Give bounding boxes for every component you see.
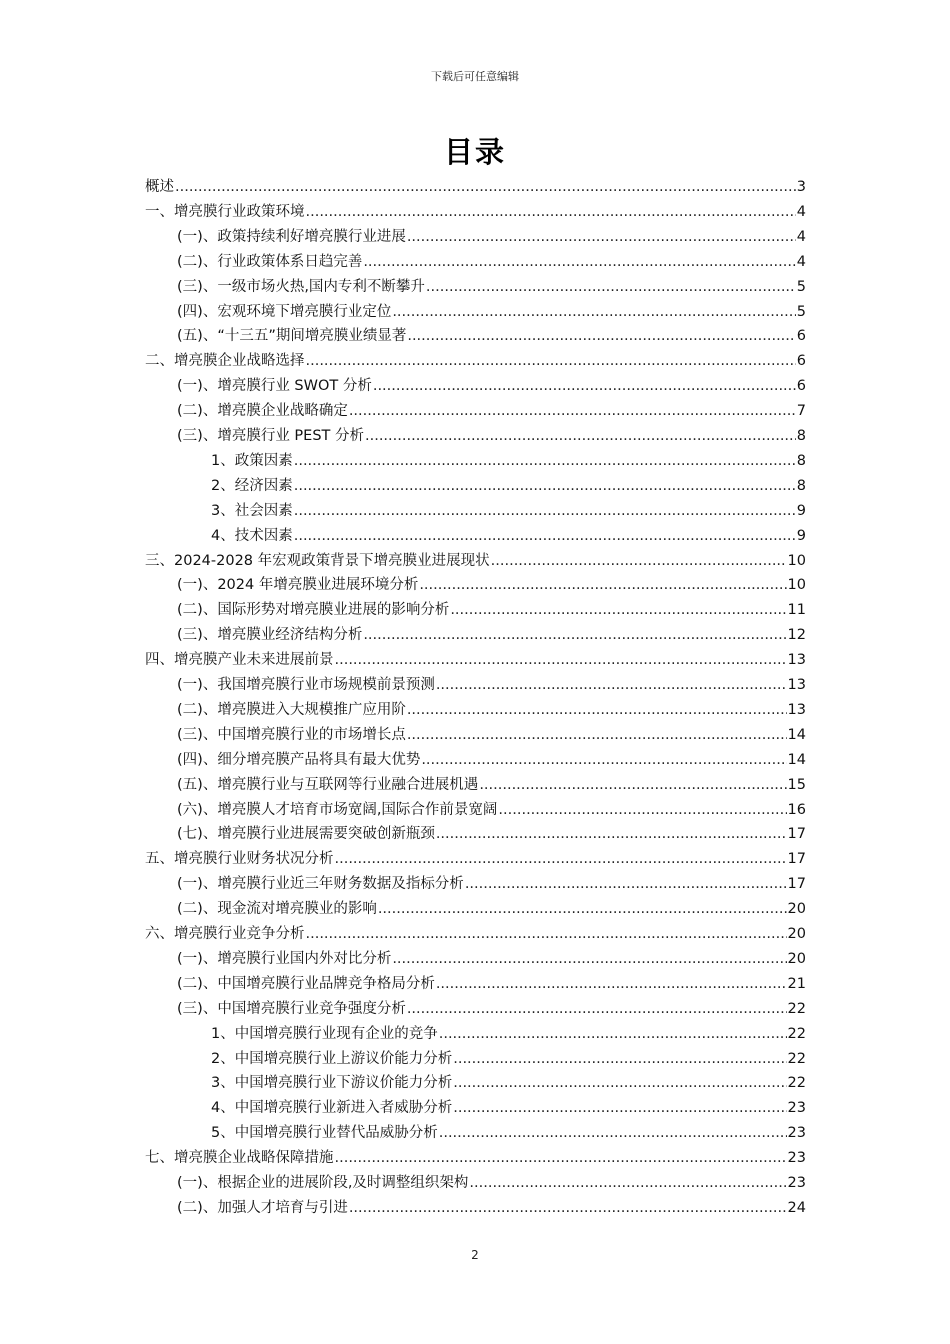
toc-entry-page: 12 [787, 627, 806, 644]
toc-entry-label: 4、中国增亮膜行业新进入者威胁分析 [211, 1100, 453, 1117]
toc-dot-leader [294, 525, 796, 547]
toc-entry[interactable] [145, 350, 806, 372]
toc-dot-leader [491, 550, 787, 572]
toc-dot-leader [439, 1023, 787, 1045]
toc-entry-page: 10 [787, 577, 806, 594]
toc-entry[interactable] [177, 1197, 806, 1219]
toc-entry-page: 17 [787, 851, 806, 868]
toc-entry-page: 13 [787, 701, 806, 718]
toc-entry-label: 5、中国增亮膜行业替代品威胁分析 [211, 1125, 438, 1142]
toc-entry[interactable] [177, 823, 806, 845]
toc-entry[interactable] [177, 599, 806, 621]
toc-entry-label: (六)、增亮膜人才培育市场宽阔,国际合作前景宽阔 [177, 801, 498, 818]
toc-entry-page: 22 [787, 1050, 806, 1067]
toc-entry[interactable] [177, 1172, 806, 1194]
toc-entry[interactable] [177, 948, 806, 970]
toc-entry[interactable] [177, 724, 806, 746]
toc-entry-label: (一)、增亮膜行业国内外对比分析 [177, 950, 392, 967]
toc-dot-leader [335, 848, 787, 870]
toc-entry-page: 4 [796, 203, 806, 220]
toc-entry[interactable] [211, 1048, 806, 1070]
toc-entry-label: (三)、中国增亮膜行业竞争强度分析 [177, 1000, 406, 1017]
toc-dot-leader [436, 823, 787, 845]
toc-entry-label: 3、社会因素 [211, 502, 293, 519]
toc-entry-page: 14 [787, 726, 806, 743]
toc-entry[interactable] [211, 1097, 806, 1119]
toc-entry-page: 8 [796, 477, 806, 494]
toc-entry[interactable] [177, 799, 806, 821]
toc-entry-label: (七)、增亮膜行业进展需要突破创新瓶颈 [177, 826, 435, 843]
toc-entry-page: 15 [787, 776, 806, 793]
toc-dot-leader [407, 325, 795, 347]
toc-dot-leader [363, 624, 786, 646]
toc-entry-label: (一)、2024 年增亮膜业进展环境分析 [177, 577, 419, 594]
toc-dot-leader [469, 1172, 786, 1194]
toc-entry[interactable] [177, 325, 806, 347]
toc-entry-label: 2、中国增亮膜行业上游议价能力分析 [211, 1050, 453, 1067]
toc-entry[interactable] [211, 450, 806, 472]
toc-entry[interactable] [177, 301, 806, 323]
toc-dot-leader [306, 201, 796, 223]
toc-dot-leader [335, 649, 787, 671]
toc-entry-page: 13 [787, 677, 806, 693]
toc-dot-leader [453, 1048, 786, 1070]
toc-entry-label: (二)、现金流对增亮膜业的影响 [177, 901, 377, 918]
toc-entry[interactable] [177, 375, 806, 397]
toc-entry-label: 一、增亮膜行业政策环境 [145, 203, 305, 220]
toc-entry[interactable] [177, 774, 806, 796]
toc-entry-page: 9 [796, 527, 806, 544]
toc-entry[interactable] [211, 1023, 806, 1045]
toc-dot-leader [453, 1072, 786, 1094]
toc-entry[interactable] [145, 1147, 806, 1169]
toc-entry-page: 6 [796, 378, 806, 395]
toc-entry[interactable] [145, 848, 806, 870]
toc-entry-page: 17 [787, 826, 806, 843]
toc-entry[interactable] [145, 649, 806, 671]
toc-entry-page: 5 [796, 303, 806, 320]
toc-entry-page: 20 [787, 926, 806, 942]
toc-entry-page: 6 [796, 328, 806, 345]
toc-dot-leader [453, 1097, 786, 1119]
toc-entry-label: 概述 [145, 179, 174, 195]
toc-dot-leader [479, 774, 786, 796]
toc-entry-label: 4、技术因素 [211, 527, 293, 544]
toc-dot-leader [407, 226, 796, 248]
toc-dot-leader [365, 425, 796, 447]
toc-dot-leader [465, 873, 787, 895]
toc-entry-label: (三)、一级市场火热,国内专利不断攀升 [177, 278, 425, 295]
toc-entry[interactable] [177, 226, 806, 248]
toc-entry[interactable] [145, 550, 806, 572]
toc-dot-leader [407, 699, 787, 721]
toc-entry-label: (二)、加强人才培育与引进 [177, 1199, 348, 1216]
toc-entry[interactable] [177, 998, 806, 1020]
toc-dot-leader [498, 799, 786, 821]
toc-dot-leader [294, 500, 796, 522]
toc-entry-label: 六、增亮膜行业竞争分析 [145, 926, 305, 942]
toc-entry-page: 13 [787, 652, 806, 669]
toc-entry-page: 9 [796, 502, 806, 519]
toc-entry[interactable] [177, 425, 806, 447]
toc-entry-page: 6 [796, 353, 806, 370]
toc-dot-leader [407, 998, 787, 1020]
toc-dot-leader [419, 574, 786, 596]
toc-entry-label: (一)、增亮膜行业近三年财务数据及指标分析 [177, 876, 464, 893]
toc-entry-label: (二)、中国增亮膜行业品牌竞争格局分析 [177, 975, 435, 992]
toc-entry-page: 22 [787, 1025, 806, 1042]
toc-entry-label: (五)、“十三五”期间增亮膜业绩显著 [177, 328, 407, 345]
toc-entry[interactable] [211, 475, 806, 497]
toc-dot-leader [378, 898, 787, 920]
toc-entry-page: 20 [787, 950, 806, 967]
toc-entry[interactable] [145, 923, 806, 945]
toc-entry[interactable] [145, 201, 806, 223]
toc-entry-label: (五)、增亮膜行业与互联网等行业融合进展机遇 [177, 776, 479, 793]
toc-entry-page: 23 [787, 1100, 806, 1117]
toc-entry-page: 22 [787, 1000, 806, 1017]
toc-entry-label: 五、增亮膜行业财务状况分析 [145, 851, 334, 868]
toc-dot-leader [436, 674, 787, 696]
page-number: 2 [471, 1248, 479, 1262]
toc-dot-leader [363, 251, 795, 273]
toc-entry[interactable] [211, 500, 806, 522]
toc-entry-page: 22 [787, 1075, 806, 1092]
toc-entry-label: 二、增亮膜企业战略选择 [145, 353, 305, 370]
toc-dot-leader [392, 301, 795, 323]
toc-entry-page: 4 [796, 228, 806, 245]
toc-entry-label: 四、增亮膜产业未来进展前景 [145, 652, 334, 669]
toc-entry-page: 17 [787, 876, 806, 893]
toc-entry[interactable] [177, 873, 806, 895]
toc-dot-leader [436, 973, 787, 995]
toc-entry-label: (四)、宏观环境下增亮膜行业定位 [177, 303, 392, 320]
toc-entry-page: 23 [787, 1150, 806, 1167]
toc-dot-leader [175, 176, 796, 198]
toc-entry-label: (二)、国际形势对增亮膜业进展的影响分析 [177, 602, 450, 619]
toc-entry[interactable] [177, 674, 806, 696]
toc-dot-leader [373, 375, 796, 397]
toc-entry-label: 1、中国增亮膜行业现有企业的竞争 [211, 1025, 438, 1042]
toc-entry[interactable] [145, 176, 806, 198]
toc-entry-label: 1、政策因素 [211, 452, 293, 469]
toc-entry-page: 20 [787, 901, 806, 918]
toc-dot-leader [349, 400, 796, 422]
toc-entry[interactable] [177, 574, 806, 596]
toc-dot-leader [439, 1122, 787, 1144]
toc-entry[interactable] [177, 699, 806, 721]
toc-dot-leader [426, 276, 796, 298]
toc-title: 目录 [443, 135, 506, 169]
toc-entry-page: 14 [787, 751, 806, 768]
toc-entry-label: (三)、增亮膜业经济结构分析 [177, 627, 363, 644]
toc-entry-label: 2、经济因素 [211, 477, 293, 494]
toc-entry-page: 10 [787, 552, 806, 569]
toc-entry-page: 4 [796, 253, 806, 270]
toc-entry-label: (一)、根据企业的进展阶段,及时调整组织架构 [177, 1175, 469, 1191]
toc-entry-label: (一)、我国增亮膜行业市场规模前景预测 [177, 677, 435, 693]
toc-dot-leader [349, 1197, 787, 1219]
toc-entry[interactable] [177, 276, 806, 298]
toc-entry[interactable] [177, 251, 806, 273]
toc-entry-page: 16 [787, 801, 806, 818]
toc-entry[interactable] [177, 624, 806, 646]
toc-dot-leader [421, 749, 786, 771]
toc-entry-label: 三、2024-2028 年宏观政策背景下增亮膜业进展现状 [145, 552, 490, 569]
toc-dot-leader [335, 1147, 787, 1169]
page-header: 下载后可任意编辑 [431, 70, 519, 83]
toc-entry-page: 23 [787, 1175, 806, 1191]
toc-entry-label: (三)、增亮膜行业 PEST 分析 [177, 428, 364, 444]
toc-entry[interactable] [177, 400, 806, 422]
toc-entry-label: (一)、政策持续利好增亮膜行业进展 [177, 228, 406, 245]
toc-entry[interactable] [177, 898, 806, 920]
toc-entry-page: 5 [796, 278, 806, 295]
toc-entry-page: 7 [796, 403, 806, 420]
toc-entry-label: 七、增亮膜企业战略保障措施 [145, 1150, 334, 1167]
toc-entry[interactable] [177, 749, 806, 771]
toc-entry-page: 8 [796, 452, 806, 469]
toc-entry[interactable] [211, 1122, 806, 1144]
toc-dot-leader [392, 948, 786, 970]
toc-dot-leader [306, 923, 787, 945]
toc-entry-label: 3、中国增亮膜行业下游议价能力分析 [211, 1075, 453, 1092]
toc-dot-leader [407, 724, 787, 746]
toc-entry-page: 8 [796, 428, 806, 444]
toc-entry-page: 3 [796, 179, 806, 195]
toc-entry-label: (一)、增亮膜行业 SWOT 分析 [177, 378, 372, 395]
toc-entry-label: (二)、增亮膜企业战略确定 [177, 403, 348, 420]
toc-dot-leader [450, 599, 786, 621]
toc-dot-leader [306, 350, 796, 372]
toc-entry-page: 23 [787, 1125, 806, 1142]
toc-entry-page: 24 [787, 1199, 806, 1216]
toc-entry-page: 21 [787, 975, 806, 992]
toc-entry-label: (二)、增亮膜进入大规模推广应用阶 [177, 701, 406, 718]
toc-dot-leader [294, 450, 796, 472]
toc-entry-label: (四)、细分增亮膜产品将具有最大优势 [177, 751, 421, 768]
toc-entry-page: 11 [787, 602, 806, 619]
toc-dot-leader [294, 475, 796, 497]
toc-entry-label: (三)、中国增亮膜行业的市场增长点 [177, 726, 406, 743]
toc-entry[interactable] [211, 525, 806, 547]
toc-entry[interactable] [177, 973, 806, 995]
toc-entry-label: (二)、行业政策体系日趋完善 [177, 253, 363, 270]
toc-entry[interactable] [211, 1072, 806, 1094]
